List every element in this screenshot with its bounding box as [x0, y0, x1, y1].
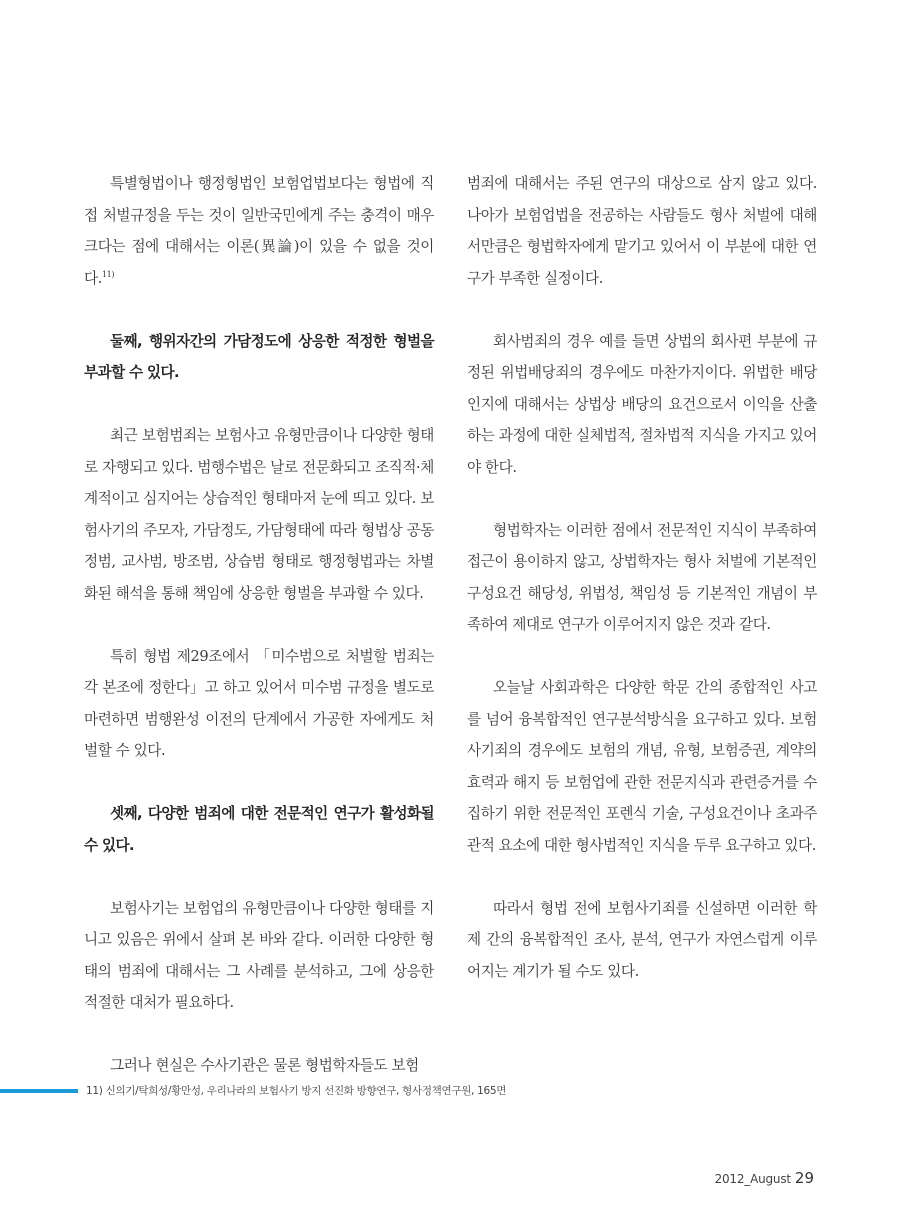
page-footer [715, 1168, 814, 1187]
paragraph: 최근 보험범죄는 보험사고 유형만큼이나 다양한 형태로 자행되고 있다. 범행수법은 날로 전문화되고 조직적·체계적이고 심지어는 상습적인 형태마저 눈에 띄고 있다. 보험사기의 주모자, 가담정도, 가담형태에 따라 형법상 공동정범, 교사범, 방조범, 상습범 형태로 행정형법과는 차별화된 해석을 통해 책임에 상응한 형벌을 부과할 수 있다. [84, 427, 434, 602]
left-column [84, 168, 434, 1082]
page-number: 29 [794, 1169, 814, 1187]
footnote: 11) 신의기/탁희성/황만성, 우리나라의 보험사기 방지 선진화 방향연구, 형사정책연구원, 165면 [86, 1085, 507, 1097]
section-heading: 둘째, 행위자간의 가담정도에 상응한 적정한 형벌을 부과할 수 있다. [84, 332, 434, 381]
paragraph: 따라서 형법 전에 보험사기죄를 신설하면 이러한 학제 간의 융복합적인 조사, 분석, 연구가 자연스럽게 이루어지는 계기가 될 수도 있다. [467, 899, 817, 980]
paragraph-text: 특별형법이나 행정형법인 보험업법보다는 형법에 직접 처벌규정을 두는 것이 일반국민에게 주는 충격이 매우 크다는 점에 대해서는 이론(異論)이 있을 수 없을 것이다. [84, 175, 434, 287]
footnote-marker: 11) [101, 269, 115, 279]
paragraph: 오늘날 사회과학은 다양한 학문 간의 종합적인 사고를 넘어 융복합적인 연구분석방식을 요구하고 있다. 보험사기죄의 경우에도 보험의 개념, 유형, 보험증권, 계약의 효력과 해지 등 보험업에 관한 전문지식과 관련증거를 수집하기 위한 전문적인 포렌식 기술, 구성요건이나 초과주관적 요소에 대한 형사법적인 지식을 두루 요구하고 있다. [467, 679, 817, 854]
paragraph: 회사범죄의 경우 예를 들면 상법의 회사편 부분에 규정된 위법배당죄의 경우에도 마찬가지이다. 위법한 배당인지에 대해서는 상법상 배당의 요건으로서 이익을 산출하는 과정에 대한 실체법적, 절차법적 지식을 가지고 있어야 한다. [467, 332, 817, 476]
paragraph: 특히 형법 제29조에서 「미수범으로 처벌할 범죄는 각 본조에 정한다」고 하고 있어서 미수범 규정을 별도로 마련하면 범행완성 이전의 단계에서 가공한 자에게도 처벌할 수 있다. [84, 647, 434, 759]
paragraph [84, 168, 434, 294]
issue-label: 2012_August [714, 1172, 791, 1186]
paragraph: 보험사기는 보험업의 유형만큼이나 다양한 형태를 지니고 있음은 위에서 살펴 본 바와 같다. 이러한 다양한 형태의 범죄에 대해서는 그 사례를 분석하고, 그에 상응한 적절한 대처가 필요하다. [84, 899, 434, 1011]
footnote-accent-bar [0, 1089, 78, 1093]
section-heading: 셋째, 다양한 범죄에 대한 전문적인 연구가 활성화될 수 있다. [84, 805, 434, 854]
paragraph-continued: 범죄에 대해서는 주된 연구의 대상으로 삼지 않고 있다. 나아가 보험업법을 전공하는 사람들도 형사 처벌에 대해서만큼은 형법학자에게 맡기고 있어서 이 부분에 대한 연구가 부족한 실정이다. [467, 175, 817, 287]
paragraph: 그러나 현실은 수사기관은 물론 형법학자들도 보험 [110, 1057, 419, 1074]
right-column [467, 168, 817, 987]
paragraph: 형법학자는 이러한 점에서 전문적인 지식이 부족하여 접근이 용이하지 않고, 상법학자는 형사 처벌에 기본적인 구성요건 해당성, 위법성, 책임성 등 기본적인 개념이 부족하여 제대로 연구가 이루어지지 않은 것과 같다. [467, 521, 817, 633]
